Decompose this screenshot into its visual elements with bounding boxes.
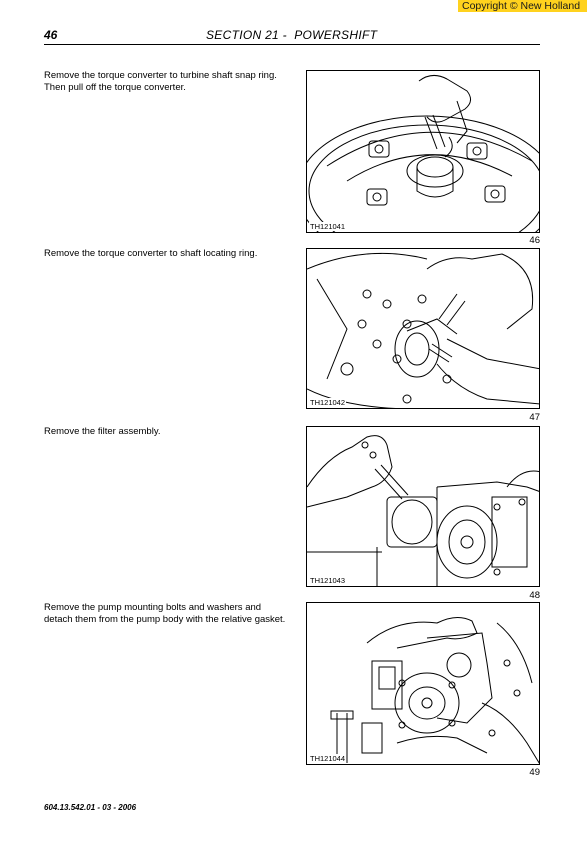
figure-number: 49	[529, 767, 540, 778]
pump-removal-drawing	[307, 603, 540, 765]
step-2-text: Remove the torque converter to shaft locating ring.	[44, 248, 258, 259]
figure-49-illustration	[306, 602, 540, 765]
locating-ring-drawing	[307, 249, 540, 409]
figure-code: TH121043	[310, 576, 346, 585]
figure-47-illustration	[306, 248, 540, 409]
figure-number: 46	[529, 235, 540, 246]
figure-code: TH121044	[310, 754, 346, 763]
figure-number: 48	[529, 590, 540, 601]
figure-code: TH121042	[310, 398, 346, 407]
page-number: 46	[44, 28, 58, 42]
step-1-text: Remove the torque converter to turbine shaft snap ring. Then pull off the torque converter.	[44, 70, 277, 93]
figure-46-illustration	[306, 70, 540, 233]
copyright-watermark: Copyright © New Holland	[458, 0, 587, 12]
figure-number: 47	[529, 412, 540, 423]
figure-48-illustration	[306, 426, 540, 587]
section-title: SECTION 21 - POWERSHIFT	[206, 28, 378, 42]
step-4-text: Remove the pump mounting bolts and washers and detach them from the pump body with the relative gasket.	[44, 602, 286, 625]
page-header	[44, 28, 540, 45]
step-3-text: Remove the filter assembly.	[44, 426, 161, 437]
figure-code: TH121041	[310, 222, 346, 231]
filter-assembly-drawing	[307, 427, 540, 587]
document-reference: 604.13.542.01 - 03 - 2006	[44, 803, 137, 812]
torque-converter-drawing	[307, 71, 540, 233]
